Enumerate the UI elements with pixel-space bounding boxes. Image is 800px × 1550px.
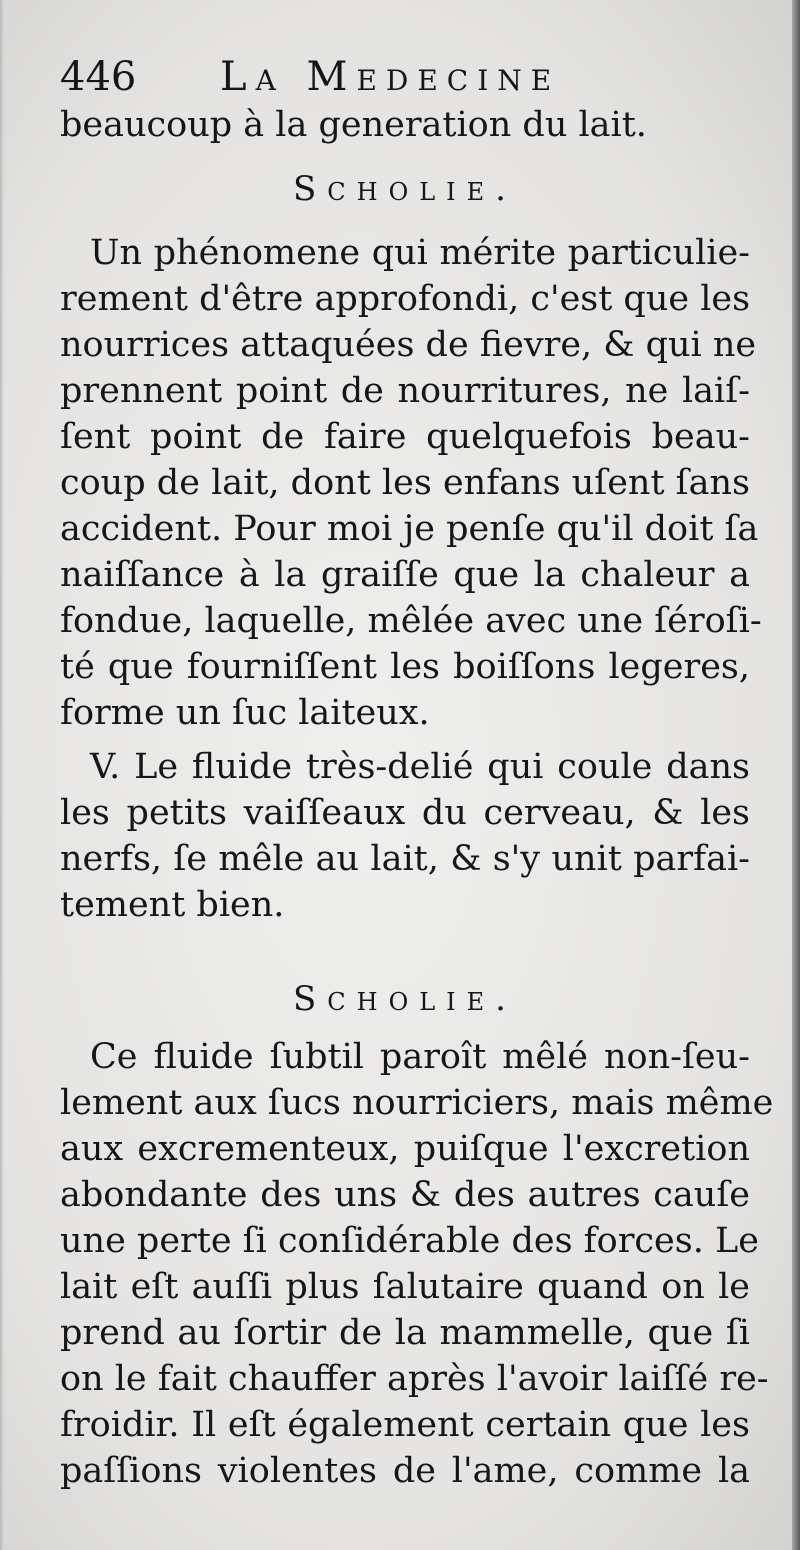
text-line: prend au ſortir de la mammelle, que ſi [60,1313,750,1353]
page-number: 446 [60,54,137,100]
text-line: lait eſt auſſi plus ſalutaire quand on le [60,1267,750,1307]
text-line: aux excrementeux, puiſque l'excretion [60,1129,750,1169]
section-heading-scholie: Scholie. [292,169,517,209]
scholie-1-paragraph [60,230,762,736]
text-line: prennent point de nourritures, ne laiſ- [60,371,750,411]
text-line: Ce fluide ſubtil paroît mêlé non-ſeu- [90,1037,750,1077]
text-line: V. Le fluide très-delié qui coule dans [90,747,750,787]
text-line: beaucoup à la generation du lait. [60,105,647,145]
text-line: ſent point de faire quelquefois beau- [60,417,750,457]
text-line: on le fait chauffer après l'avoir laiſſé re- [60,1359,769,1399]
text-line: froidir. Il eſt également certain que les [60,1405,750,1445]
text-line: coup de lait, dont les enfans uſent ſans [60,463,750,503]
text-line: nerfs, ſe mêle au lait, & s'y unit parfai- [60,839,750,879]
text-line: naiſſance à la graiſſe que la chaleur a [60,555,750,595]
text-line: té que fourniſſent les boiſſons legeres, [60,647,750,687]
text-line: rement d'être approfondi, c'est que les [60,279,751,319]
page-left-edge [0,0,4,1550]
text-line: Un phénomene qui mérite particulie- [90,233,750,273]
text-line: une perte ſi conſidérable des forces. Le [60,1221,759,1261]
text-line: forme un ſuc laiteux. [60,693,430,733]
page-binding-shadow [792,0,800,1550]
body-text [60,102,774,1494]
text-line: paſſions violentes de l'ame, comme la [60,1451,750,1491]
page-header [60,52,740,102]
running-head: La Medecine [220,54,561,100]
text-line: tement bien. [60,885,285,925]
text-line: lement aux ſucs nourriciers, mais même [60,1083,774,1123]
article-v-paragraph [60,744,750,928]
text-line: fondue, laquelle, mêlée avec une ſéroſi- [60,601,762,641]
text-line: nourrices attaquées de fievre, & qui ne [60,325,757,365]
text-line: les petits vaiſſeaux du cerveau, & les [60,793,750,833]
scholie-2-paragraph [60,1034,774,1494]
text-line: abondante des uns & des autres cauſe [60,1175,750,1215]
text-line: accident. Pour moi je penſe qu'il doit ſa [60,509,759,549]
section-heading-scholie: Scholie. [292,979,517,1019]
